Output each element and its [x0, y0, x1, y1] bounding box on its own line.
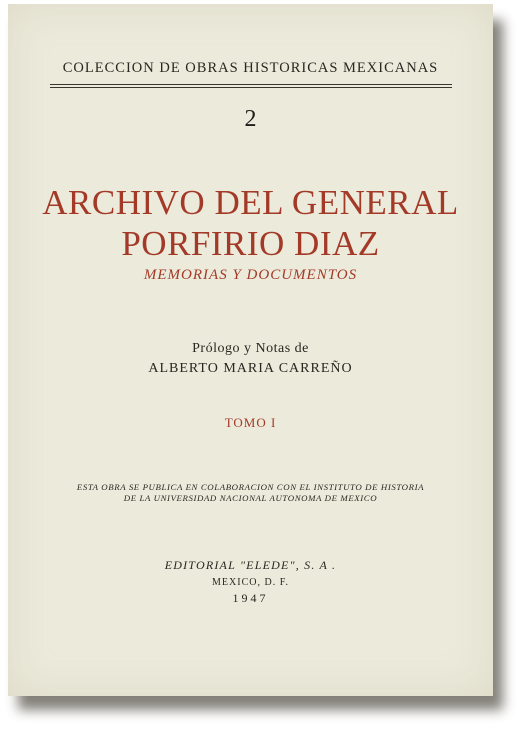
series-title: COLECCION DE OBRAS HISTORICAS MEXICANAS [62, 60, 439, 76]
publication-year: 1947 [232, 591, 269, 605]
author-name: ALBERTO MARIA CARREÑO [148, 361, 353, 376]
tomo-label: TOMO I [224, 415, 277, 430]
publication-place: MEXICO, D. F. [212, 577, 289, 588]
series-rule-bottom [50, 87, 452, 88]
prologue-credit: Prólogo y Notas de [192, 341, 309, 356]
book-subtitle: MEMORIAS Y DOCUMENTOS [143, 267, 358, 283]
collaboration-note-line-1: ESTA OBRA SE PUBLICA EN COLABORACION CON EL INSTITUTO DE HISTORIA [76, 482, 425, 492]
publisher-name: EDITORIAL "ELEDE", S. A . [164, 558, 337, 572]
book-title-line-1: ARCHIVO DEL GENERAL [42, 183, 459, 222]
series-volume-number: 2 [244, 106, 257, 132]
book-title-line-2: PORFIRIO DIAZ [121, 224, 380, 263]
series-rule-top [50, 84, 452, 85]
collaboration-note-line-2: DE LA UNIVERSIDAD NACIONAL AUTONOMA DE MEXICO [123, 493, 378, 503]
title-page [8, 4, 493, 696]
